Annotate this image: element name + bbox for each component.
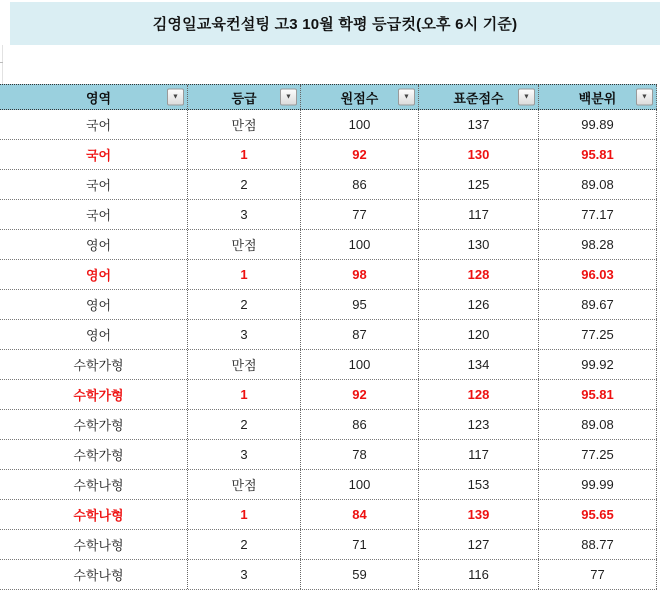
cell-raw-score: 100: [300, 470, 418, 499]
row-gutter-cell: [0, 110, 10, 139]
cell-standard-score: 134: [418, 350, 538, 379]
cell-raw-score: 71: [300, 530, 418, 559]
table-row: [0, 170, 657, 200]
filter-arrow-icon: ▼: [403, 93, 410, 101]
cell-raw-score: 84: [300, 500, 418, 529]
cell-percentile: 89.08: [538, 170, 657, 199]
row-gutter-cell: [0, 320, 10, 349]
cell-percentile: 99.89: [538, 110, 657, 139]
cell-standard-score: 126: [418, 290, 538, 319]
table-row: [0, 350, 657, 380]
cell-subject: 수학가형: [73, 388, 124, 403]
cell-standard-score: 127: [418, 530, 538, 559]
cell-grade: 만점: [187, 350, 300, 379]
cell-raw-score: 87: [300, 320, 418, 349]
row-gutter-cell: [0, 380, 10, 409]
table-row: [0, 110, 657, 140]
filter-dropdown-button-standard-score[interactable]: [518, 89, 535, 106]
cell-standard-score: 130: [418, 230, 538, 259]
cell-raw-score: 95: [300, 290, 418, 319]
cell-subject: 수학나형: [73, 478, 124, 493]
row-gutter-cell: [0, 440, 10, 469]
column-header-subject: [10, 85, 187, 109]
table-row: [0, 440, 657, 470]
cell-subject: 수학나형: [73, 508, 124, 523]
cell-raw-score: 100: [300, 110, 418, 139]
row-gutter-cell: [0, 290, 10, 319]
cell-raw-score: 78: [300, 440, 418, 469]
table-row: [0, 200, 657, 230]
cell-percentile: 89.67: [538, 290, 657, 319]
cell-standard-score: 137: [418, 110, 538, 139]
row-gutter-cell: [0, 170, 10, 199]
cell-raw-score: 59: [300, 560, 418, 589]
cell-percentile: 77.25: [538, 320, 657, 349]
table-row: [0, 140, 657, 170]
column-header-grade-label: 등급: [231, 90, 257, 106]
cell-grade: 만점: [187, 230, 300, 259]
column-header-percentile-label: 백분위: [578, 90, 617, 106]
cell-grade: 2: [187, 290, 300, 319]
cell-subject: 수학가형: [73, 358, 124, 373]
column-header-standard-score: [418, 85, 538, 109]
cell-percentile: 77.25: [538, 440, 657, 469]
cell-subject: 국어: [85, 148, 112, 163]
cell-subject: 국어: [85, 208, 112, 223]
cell-grade: 3: [187, 440, 300, 469]
row-gridline-stub: [0, 62, 3, 63]
row-gutter-cell: [0, 140, 10, 169]
cell-grade: 만점: [187, 110, 300, 139]
row-gutter-cell: [0, 200, 10, 229]
table-header-row: [0, 84, 657, 110]
cell-grade: 3: [187, 560, 300, 589]
cell-subject: 영어: [85, 268, 112, 283]
cell-standard-score: 128: [418, 260, 538, 289]
row-gutter-cell: [0, 350, 10, 379]
table-row: [0, 560, 657, 590]
cell-grade: 2: [187, 410, 300, 439]
header-gutter-cell: [0, 85, 10, 109]
filter-arrow-icon: ▼: [172, 93, 179, 101]
filter-dropdown-button-percentile[interactable]: [636, 89, 653, 106]
table-row: [0, 230, 657, 260]
row-gutter-cell: [0, 560, 10, 589]
cell-raw-score: 100: [300, 230, 418, 259]
cell-percentile: 95.81: [538, 140, 657, 169]
cell-raw-score: 86: [300, 170, 418, 199]
cell-percentile: 95.65: [538, 500, 657, 529]
cell-grade: 1: [187, 140, 300, 169]
cell-grade: 만점: [187, 470, 300, 499]
cell-subject: 국어: [85, 118, 112, 133]
row-gutter-cell: [0, 230, 10, 259]
cell-subject: 수학나형: [73, 538, 124, 553]
cell-percentile: 96.03: [538, 260, 657, 289]
cell-percentile: 77.17: [538, 200, 657, 229]
cell-standard-score: 153: [418, 470, 538, 499]
grade-cut-table: [0, 84, 657, 590]
cell-subject: 국어: [85, 178, 112, 193]
cell-standard-score: 130: [418, 140, 538, 169]
table-row: [0, 380, 657, 410]
cell-standard-score: 117: [418, 440, 538, 469]
row-gutter-cell: [0, 530, 10, 559]
cell-percentile: 99.99: [538, 470, 657, 499]
filter-dropdown-button-subject[interactable]: [167, 89, 184, 106]
column-header-standard-score-label: 표준점수: [453, 90, 504, 106]
table-row: [0, 500, 657, 530]
column-header-grade: [187, 85, 300, 109]
cell-standard-score: 128: [418, 380, 538, 409]
cell-raw-score: 92: [300, 380, 418, 409]
cell-subject: 영어: [85, 238, 112, 253]
table-row: [0, 410, 657, 440]
cell-raw-score: 86: [300, 410, 418, 439]
row-gutter-cell: [0, 500, 10, 529]
cell-grade: 3: [187, 200, 300, 229]
column-header-subject-label: 영역: [85, 90, 112, 106]
cell-standard-score: 116: [418, 560, 538, 589]
cell-subject: 수학나형: [73, 568, 124, 583]
table-row: [0, 260, 657, 290]
column-header-raw-score: [300, 85, 418, 109]
cell-grade: 1: [187, 260, 300, 289]
cell-percentile: 95.81: [538, 380, 657, 409]
table-row: [0, 530, 657, 560]
page-title: [10, 2, 660, 45]
table-row: [0, 290, 657, 320]
table-row: [0, 320, 657, 350]
cell-raw-score: 98: [300, 260, 418, 289]
cell-percentile: 77: [538, 560, 657, 589]
filter-arrow-icon: ▼: [641, 93, 648, 101]
cell-standard-score: 117: [418, 200, 538, 229]
page-title-text: 김영일교육컨설팅 고3 10월 학평 등급컷(오후 6시 기준): [152, 16, 518, 33]
row-gutter-cell: [0, 260, 10, 289]
cell-percentile: 89.08: [538, 410, 657, 439]
cell-percentile: 88.77: [538, 530, 657, 559]
cell-grade: 2: [187, 170, 300, 199]
cell-standard-score: 139: [418, 500, 538, 529]
row-gutter-cell: [0, 410, 10, 439]
cell-grade: 1: [187, 500, 300, 529]
column-header-raw-score-label: 원점수: [340, 90, 379, 106]
cell-subject: 영어: [85, 328, 112, 343]
filter-dropdown-button-raw-score[interactable]: [398, 89, 415, 106]
filter-arrow-icon: ▼: [523, 93, 530, 101]
cell-raw-score: 92: [300, 140, 418, 169]
cell-subject: 수학가형: [73, 418, 124, 433]
table-body: [0, 110, 657, 590]
cell-percentile: 99.92: [538, 350, 657, 379]
cell-standard-score: 120: [418, 320, 538, 349]
cell-raw-score: 100: [300, 350, 418, 379]
cell-grade: 1: [187, 380, 300, 409]
row-gutter-cell: [0, 470, 10, 499]
cell-standard-score: 123: [418, 410, 538, 439]
cell-raw-score: 77: [300, 200, 418, 229]
cell-percentile: 98.28: [538, 230, 657, 259]
filter-arrow-icon: ▼: [285, 93, 292, 101]
column-header-percentile: [538, 85, 657, 109]
table-row: [0, 470, 657, 500]
cell-subject: 영어: [85, 298, 112, 313]
cell-grade: 3: [187, 320, 300, 349]
cell-standard-score: 125: [418, 170, 538, 199]
filter-dropdown-button-grade[interactable]: [280, 89, 297, 106]
cell-subject: 수학가형: [73, 448, 124, 463]
cell-grade: 2: [187, 530, 300, 559]
